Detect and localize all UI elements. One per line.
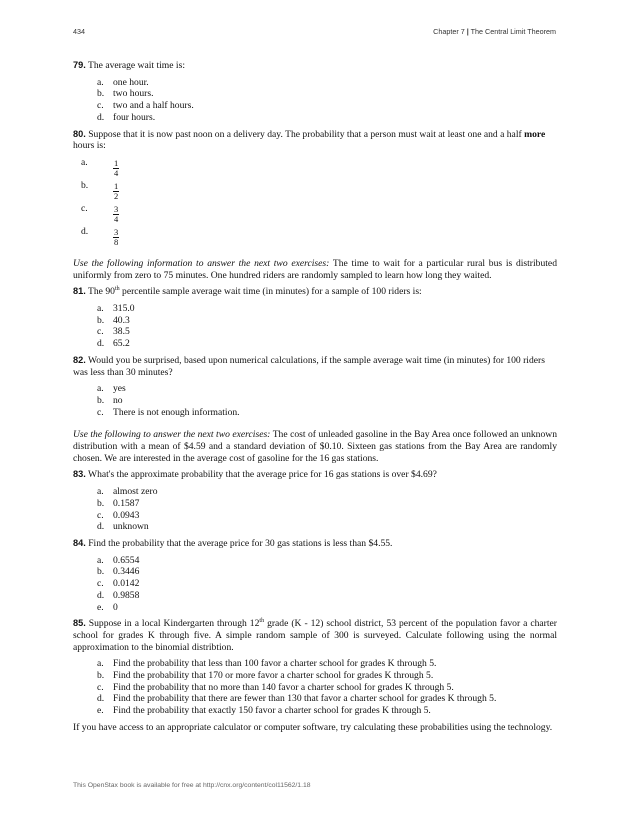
option-e: e. Find the probability that exactly 150 favor a charter school for grades K through 5.: [97, 705, 431, 717]
exercise-85: 85. Suppose in a local Kindergarten through 12th grade (K - 12) school district, 53 percent of the population favor a charter school for grades K through five. A simple random sample of 300 is surveyed. Calculate following using the normal approximation to the binomial distribtion. a. Find the probability that less than 100 favor a charter school for grades K through 5. b. Find the probability that 170 or more favor a charter school for grades K through 5. c. Find the probability that no more than 140 favor a charter school for grades K through 5. d. Find the probability that there are fewer than 130 that favor a charter school for grades K through 5. e. Find the probability that exactly 150 favor a charter school for grades K through 5.: [73, 618, 557, 717]
info-paragraph-gasoline: Use the following to answer the next two exercises: The cost of unleaded gasoline in the Bay Area once followed an unknown distribution with a mean of $4.59 and a standard deviation of $0.10. Sixteen gas stations from the Bay Area are randomly chosen. We are interested in the average cost of gasoline for the 16 gas stations.: [73, 429, 558, 464]
option-c: c. 0.0943: [97, 509, 140, 521]
option-a: a. yes: [97, 383, 126, 395]
exercise-83: 83. What's the approximate probability that the average price for 16 gas stations is over $4.69? a. almost zero b. 0.1587 c. 0.0943 d. unknown: [73, 469, 557, 533]
option-b: b. two hours.: [97, 88, 154, 100]
option-c: c. 38.5: [97, 326, 130, 338]
option-c: c. 0.0142: [97, 578, 140, 590]
options-list: [73, 77, 557, 124]
option-b: b. 0.3446: [97, 566, 140, 578]
option-d: d. unknown: [97, 521, 149, 533]
option-d: d. Find the probability that there are fewer than 130 that favor a charter school for grades K through 5.: [97, 693, 497, 705]
option-d: d. 65.2: [97, 338, 130, 350]
exercise-81: 81. The 90th percentile sample average wait time (in minutes) for a sample of 100 riders is: a. 315.0 b. 40.3 c. 38.5 d. 65.2: [73, 286, 557, 350]
option-d: d. $\frac{3}{8}$: [81, 225, 119, 247]
fraction: $\frac{1}{4}$: [114, 157, 119, 178]
options-list: [73, 157, 557, 249]
info-paragraph-bus: Use the following information to answer the next two exercises: The time to wait for a particular rural bus is distributed uniformly from zero to 75 minutes. One hundred riders are randomly sampled to learn how long they waited.: [73, 257, 557, 281]
chapter-title: Chapter 7 | The Central Limit Theorem: [433, 27, 556, 36]
option-b: b. no: [97, 394, 123, 406]
option-e: e. 0: [97, 601, 118, 613]
option-a: a. $\frac{1}{4}$: [81, 156, 119, 178]
exercise-82: 82. Would you be surprised, based upon numerical calculations, if the sample average wait time (in minutes) for 100 riders was less than 30 minutes? a. yes b. no c. There is not enough information.: [73, 355, 557, 419]
option-a: a. 315.0: [97, 303, 135, 315]
exercise-80: 80. Suppose that it is now past noon on a delivery day. The probability that a person must wait at least one and a half more hours is: a. $\frac{1}{4}$ b. $\frac{1}{2}$ c. $\frac{3}{4}$ d. $\frac{3}{8}$: [73, 129, 557, 249]
page-header: [73, 27, 556, 39]
option-b: b. $\frac{1}{2}$: [81, 179, 119, 201]
option-a: a. almost zero: [97, 486, 158, 498]
options-list: [73, 658, 557, 717]
options-list: [73, 555, 557, 614]
option-a: a. 0.6554: [97, 554, 140, 566]
option-c: c. $\frac{3}{4}$: [81, 202, 119, 224]
option-c: c. There is not enough information.: [97, 406, 240, 418]
exercise-79: 79. The average wait time is: a. one hour. b. two hours. c. two and a half hours. d. four hours.: [73, 60, 557, 124]
option-a: a. one hour.: [97, 76, 149, 88]
option-c: c. Find the probability that no more than 140 favor a charter school for grades K through 5.: [97, 681, 454, 693]
option-b: b. 40.3: [97, 314, 130, 326]
option-b: b. 0.1587: [97, 497, 140, 509]
option-d: d. 0.9858: [97, 589, 140, 601]
option-d: d. four hours.: [97, 111, 156, 123]
fraction: $\frac{3}{8}$: [114, 226, 119, 247]
fraction: $\frac{3}{4}$: [114, 203, 119, 224]
options-list: [73, 486, 557, 533]
fraction: $\frac{1}{2}$: [114, 180, 119, 201]
options-list: [73, 383, 557, 418]
option-a: a. Find the probability that less than 100 favor a charter school for grades K through 5.: [97, 658, 437, 670]
option-c: c. two and a half hours.: [97, 100, 194, 112]
page-number: 434: [73, 27, 85, 36]
closing-paragraph: If you have access to an appropriate calculator or computer software, try calculating these probabilities using the technology.: [73, 721, 553, 733]
option-b: b. Find the probability that 170 or more favor a charter school for grades K through 5.: [97, 670, 434, 682]
page-content: [73, 60, 557, 739]
options-list: [73, 303, 557, 350]
page-footer: This OpenStax book is available for free at http://cnx.org/content/col11562/1.18: [73, 782, 311, 789]
exercise-84: 84. Find the probability that the average price for 30 gas stations is less than $4.55. a. 0.6554 b. 0.3446 c. 0.0142 d. 0.9858 e. 0: [73, 538, 557, 613]
